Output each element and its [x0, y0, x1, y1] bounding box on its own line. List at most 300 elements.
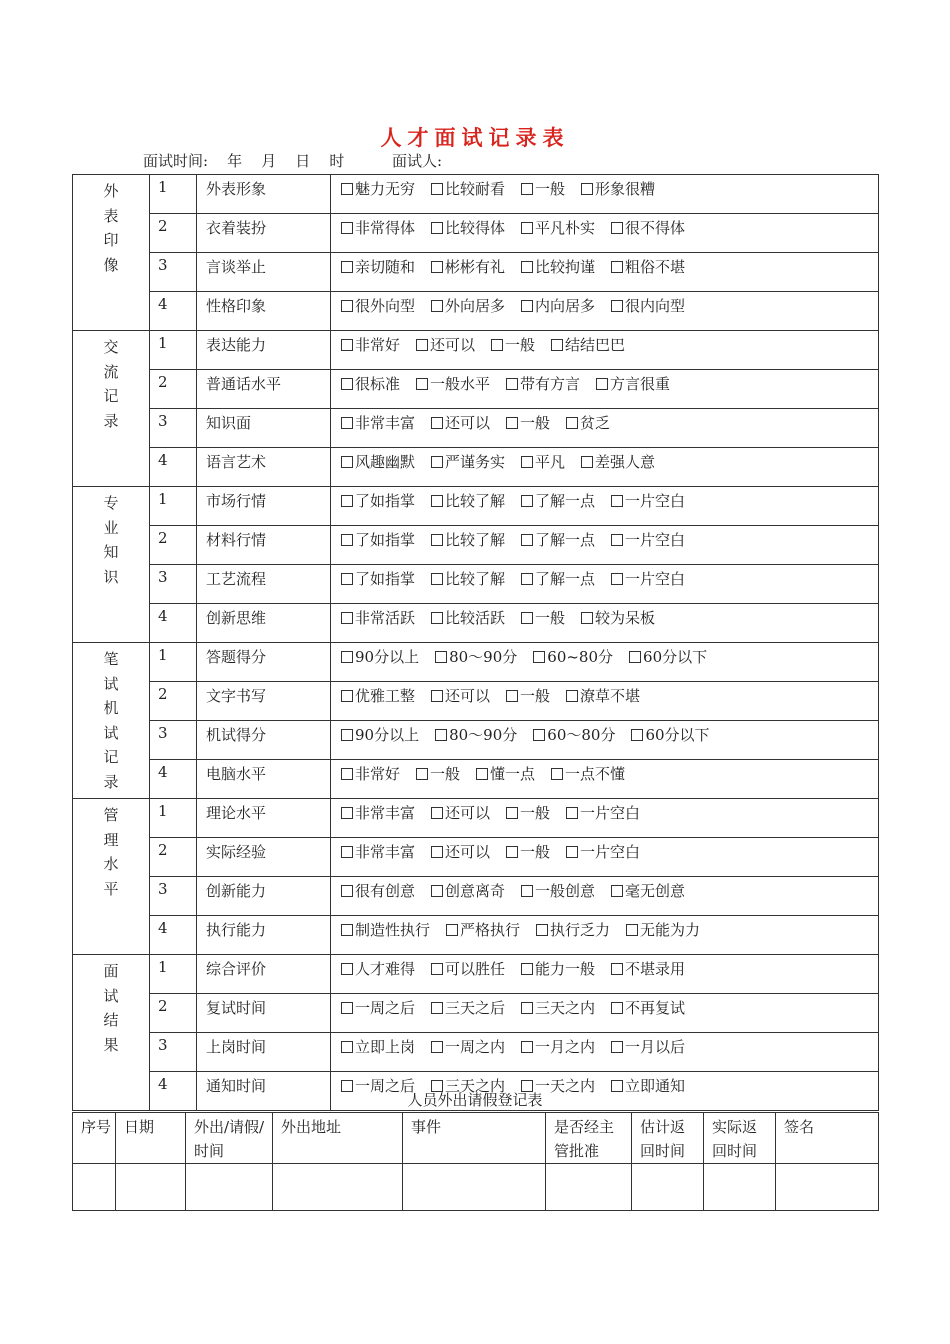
checkbox-icon[interactable]: [341, 651, 353, 663]
option[interactable]: [431, 178, 505, 199]
option[interactable]: [521, 451, 565, 472]
option-label: 一片空白: [625, 531, 686, 549]
option[interactable]: [431, 880, 505, 901]
option-label: 制造性执行: [355, 921, 431, 939]
options-cell: [331, 214, 879, 253]
option[interactable]: [431, 256, 505, 277]
section-label-char: 结: [103, 1011, 119, 1029]
checkbox-icon[interactable]: [521, 885, 533, 897]
checkbox-icon[interactable]: [341, 924, 353, 936]
checkbox-icon[interactable]: [341, 729, 353, 741]
option[interactable]: [506, 373, 580, 394]
checkbox-icon[interactable]: [341, 417, 353, 429]
checkbox-icon[interactable]: [631, 729, 643, 741]
option-label: 不再复试: [625, 999, 686, 1017]
option[interactable]: [611, 295, 685, 316]
option[interactable]: [431, 295, 505, 316]
checkbox-icon[interactable]: [435, 651, 447, 663]
record-row: [73, 292, 879, 331]
row-number: 1: [150, 643, 197, 682]
checkbox-icon[interactable]: [611, 885, 623, 897]
option-label: 很标准: [355, 375, 401, 393]
checkbox-icon[interactable]: [431, 183, 443, 195]
checkbox-icon[interactable]: [566, 846, 578, 858]
checkbox-icon[interactable]: [536, 924, 548, 936]
options-cell: [331, 253, 879, 292]
checkbox-icon[interactable]: [521, 222, 533, 234]
options-cell: [331, 1033, 879, 1072]
checkbox-icon[interactable]: [581, 456, 593, 468]
option[interactable]: [431, 841, 490, 862]
option-label: 可以胜任: [445, 960, 506, 978]
checkbox-icon[interactable]: [611, 495, 623, 507]
row-number: 2: [150, 214, 197, 253]
option[interactable]: [626, 919, 700, 940]
leave-header-cell: 日期: [116, 1113, 186, 1164]
option[interactable]: [341, 451, 415, 472]
option[interactable]: [341, 568, 415, 589]
checkbox-icon[interactable]: [431, 1041, 443, 1053]
checkbox-icon[interactable]: [341, 183, 353, 195]
checkbox-icon[interactable]: [431, 222, 443, 234]
option[interactable]: [533, 724, 615, 745]
option[interactable]: [341, 841, 415, 862]
option[interactable]: [416, 334, 475, 355]
option[interactable]: [521, 256, 595, 277]
checkbox-icon[interactable]: [611, 300, 623, 312]
option-label: 比较了解: [445, 531, 506, 549]
option-label: 了如指掌: [355, 492, 416, 510]
checkbox-icon[interactable]: [611, 573, 623, 585]
section-label: [73, 175, 150, 331]
checkbox-icon[interactable]: [431, 963, 443, 975]
leave-header-cell: 事件: [403, 1113, 546, 1164]
item-label: 衣着装扮: [197, 214, 331, 253]
checkbox-icon[interactable]: [431, 885, 443, 897]
options-cell: [331, 487, 879, 526]
option[interactable]: [611, 1036, 685, 1057]
option[interactable]: [341, 256, 415, 277]
option-label: 无能为力: [640, 921, 701, 939]
item-label: 实际经验: [197, 838, 331, 877]
checkbox-icon[interactable]: [611, 534, 623, 546]
option[interactable]: [431, 490, 505, 511]
checkbox-icon[interactable]: [431, 573, 443, 585]
option-label: 不堪录用: [625, 960, 686, 978]
record-row: [73, 526, 879, 565]
checkbox-icon[interactable]: [431, 261, 443, 273]
option-label: 一般: [520, 804, 551, 822]
checkbox-icon[interactable]: [611, 963, 623, 975]
row-number: 3: [150, 721, 197, 760]
option[interactable]: [506, 412, 550, 433]
option[interactable]: [416, 763, 460, 784]
option[interactable]: [611, 568, 685, 589]
option[interactable]: [341, 529, 415, 550]
option[interactable]: [521, 529, 595, 550]
option[interactable]: [551, 334, 625, 355]
leave-table-title: 人员外出请假登记表: [407, 1091, 543, 1109]
option-label: 立即上岗: [355, 1038, 416, 1056]
checkbox-icon[interactable]: [521, 1002, 533, 1014]
option[interactable]: [431, 568, 505, 589]
leave-cell[interactable]: [273, 1164, 403, 1211]
checkbox-icon[interactable]: [521, 261, 533, 273]
leave-cell[interactable]: [632, 1164, 704, 1211]
checkbox-icon[interactable]: [521, 1041, 533, 1053]
checkbox-icon[interactable]: [431, 456, 443, 468]
options-cell: [331, 604, 879, 643]
checkbox-icon[interactable]: [611, 222, 623, 234]
option-label: 一周之后: [355, 1077, 416, 1095]
option-label: 一般: [535, 180, 566, 198]
option[interactable]: [521, 1036, 595, 1057]
checkbox-icon[interactable]: [435, 729, 447, 741]
checkbox-icon[interactable]: [506, 846, 518, 858]
section-label-char: 像: [103, 255, 119, 274]
section-label-char: 专: [103, 494, 119, 512]
checkbox-icon[interactable]: [533, 651, 545, 663]
interview-meta: 面试时间: 年 月 日 时 面试人:: [143, 152, 443, 170]
option-label: 平凡朴实: [535, 219, 596, 237]
option-label: 内向居多: [535, 297, 596, 315]
option[interactable]: [341, 919, 430, 940]
option[interactable]: [435, 646, 517, 667]
option-label: 一天之内: [535, 1077, 596, 1095]
checkbox-icon[interactable]: [416, 768, 428, 780]
options-cell: [331, 877, 879, 916]
checkbox-icon[interactable]: [521, 456, 533, 468]
option[interactable]: [566, 412, 610, 433]
option[interactable]: [521, 997, 595, 1018]
option[interactable]: [491, 334, 535, 355]
leave-cell[interactable]: [776, 1164, 879, 1211]
option[interactable]: [611, 529, 685, 550]
leave-cell[interactable]: [403, 1164, 546, 1211]
option-label: 人才难得: [355, 960, 416, 978]
option[interactable]: [521, 178, 565, 199]
section-label-char: 管: [103, 806, 119, 824]
checkbox-icon[interactable]: [581, 183, 593, 195]
record-row: [73, 1033, 879, 1072]
record-row: [73, 331, 879, 370]
checkbox-icon[interactable]: [341, 495, 353, 507]
item-label: 外表形象: [197, 175, 331, 214]
row-number: 3: [150, 253, 197, 292]
option-label: 很有创意: [355, 882, 416, 900]
option[interactable]: [611, 490, 685, 511]
option[interactable]: [341, 412, 415, 433]
option-label: 粗俗不堪: [625, 258, 686, 276]
checkbox-icon[interactable]: [341, 1041, 353, 1053]
option[interactable]: [611, 217, 685, 238]
option[interactable]: [566, 802, 640, 823]
checkbox-icon[interactable]: [416, 378, 428, 390]
section-label-char: 试: [103, 674, 119, 693]
option[interactable]: [521, 958, 595, 979]
option-label: 比较得体: [445, 219, 506, 237]
option-label: 一周之后: [355, 999, 416, 1017]
record-row: [73, 682, 879, 721]
checkbox-icon[interactable]: [521, 495, 533, 507]
option[interactable]: [521, 295, 595, 316]
checkbox-icon[interactable]: [551, 768, 563, 780]
option[interactable]: [431, 607, 505, 628]
checkbox-icon[interactable]: [521, 573, 533, 585]
section-label-char: 记: [103, 387, 119, 405]
checkbox-icon[interactable]: [431, 300, 443, 312]
checkbox-icon[interactable]: [341, 456, 353, 468]
checkbox-icon[interactable]: [506, 417, 518, 429]
option-label: 能力一般: [535, 960, 596, 978]
checkbox-icon[interactable]: [341, 300, 353, 312]
section-label: [73, 643, 150, 799]
checkbox-icon[interactable]: [521, 963, 533, 975]
checkbox-icon[interactable]: [596, 378, 608, 390]
option[interactable]: [521, 880, 595, 901]
checkbox-icon[interactable]: [581, 612, 593, 624]
checkbox-icon[interactable]: [533, 729, 545, 741]
options-cell: [331, 682, 879, 721]
option[interactable]: [341, 490, 415, 511]
checkbox-icon[interactable]: [611, 261, 623, 273]
checkbox-icon[interactable]: [431, 807, 443, 819]
checkbox-icon[interactable]: [521, 183, 533, 195]
leave-empty-row: [73, 1164, 879, 1211]
row-number: 4: [150, 448, 197, 487]
checkbox-icon[interactable]: [341, 612, 353, 624]
option-label: 一片空白: [580, 843, 641, 861]
option-label: 风趣幽默: [355, 453, 416, 471]
option[interactable]: [506, 802, 550, 823]
option[interactable]: [506, 685, 550, 706]
record-row: [73, 643, 879, 682]
checkbox-icon[interactable]: [341, 339, 353, 351]
option-label: 懂一点: [490, 765, 536, 783]
option[interactable]: [536, 919, 610, 940]
checkbox-icon[interactable]: [431, 1002, 443, 1014]
checkbox-icon[interactable]: [431, 846, 443, 858]
option[interactable]: [629, 646, 707, 667]
option-label: 毫无创意: [625, 882, 686, 900]
leave-cell[interactable]: [546, 1164, 632, 1211]
option[interactable]: [521, 607, 565, 628]
option-label: 三天之内: [445, 1077, 506, 1095]
checkbox-icon[interactable]: [611, 1041, 623, 1053]
option[interactable]: [341, 334, 400, 355]
checkbox-icon[interactable]: [431, 612, 443, 624]
checkbox-icon[interactable]: [341, 222, 353, 234]
checkbox-icon[interactable]: [341, 534, 353, 546]
option[interactable]: [341, 724, 419, 745]
option[interactable]: [341, 373, 400, 394]
option-label: 比较活跃: [445, 609, 506, 627]
option-label: 平凡: [535, 453, 566, 471]
option[interactable]: [341, 1036, 415, 1057]
row-number: 2: [150, 370, 197, 409]
item-label: 答题得分: [197, 643, 331, 682]
option[interactable]: [533, 646, 613, 667]
option[interactable]: [596, 373, 670, 394]
option-label: 一片空白: [625, 570, 686, 588]
option[interactable]: [341, 880, 415, 901]
option[interactable]: [581, 178, 655, 199]
checkbox-icon[interactable]: [566, 690, 578, 702]
checkbox-icon[interactable]: [566, 417, 578, 429]
option-label: 非常好: [355, 336, 401, 354]
options-cell: [331, 565, 879, 604]
option-label: 带有方言: [520, 375, 581, 393]
checkbox-icon[interactable]: [566, 807, 578, 819]
option[interactable]: [341, 607, 415, 628]
item-label: 创新能力: [197, 877, 331, 916]
option-label: 一般创意: [535, 882, 596, 900]
checkbox-icon[interactable]: [629, 651, 641, 663]
row-number: 1: [150, 487, 197, 526]
option[interactable]: [431, 217, 505, 238]
section-label-char: 识: [103, 567, 119, 586]
checkbox-icon[interactable]: [521, 300, 533, 312]
option[interactable]: [431, 529, 505, 550]
row-number: 3: [150, 409, 197, 448]
row-number: 3: [150, 877, 197, 916]
checkbox-icon[interactable]: [341, 1002, 353, 1014]
record-row: [73, 604, 879, 643]
option[interactable]: [506, 841, 550, 862]
checkbox-icon[interactable]: [446, 924, 458, 936]
record-row: [73, 916, 879, 955]
section-label: [73, 955, 150, 1111]
checkbox-icon[interactable]: [521, 534, 533, 546]
checkbox-icon[interactable]: [551, 339, 563, 351]
option[interactable]: [341, 997, 415, 1018]
record-row: [73, 838, 879, 877]
option[interactable]: [341, 295, 415, 316]
page-title: 人才面试记录表: [380, 126, 570, 150]
option[interactable]: [566, 841, 640, 862]
options-cell: [331, 916, 879, 955]
option[interactable]: [446, 919, 520, 940]
checkbox-icon[interactable]: [431, 690, 443, 702]
row-number: 1: [150, 331, 197, 370]
option[interactable]: [431, 685, 490, 706]
row-number: 2: [150, 682, 197, 721]
checkbox-icon[interactable]: [341, 963, 353, 975]
option[interactable]: [341, 217, 415, 238]
checkbox-icon[interactable]: [341, 885, 353, 897]
leave-cell[interactable]: [186, 1164, 273, 1211]
option-label: 非常得体: [355, 219, 416, 237]
item-label: 语言艺术: [197, 448, 331, 487]
option-label: 60分以下: [643, 648, 708, 666]
row-number: 2: [150, 838, 197, 877]
checkbox-icon[interactable]: [506, 807, 518, 819]
option[interactable]: [476, 763, 535, 784]
checkbox-icon[interactable]: [431, 495, 443, 507]
checkbox-icon[interactable]: [476, 768, 488, 780]
row-number: 3: [150, 1033, 197, 1072]
option[interactable]: [611, 256, 685, 277]
checkbox-icon[interactable]: [506, 378, 518, 390]
row-number: 4: [150, 604, 197, 643]
leave-header-row: [73, 1113, 879, 1164]
option[interactable]: [521, 490, 595, 511]
option[interactable]: [611, 880, 685, 901]
checkbox-icon[interactable]: [506, 690, 518, 702]
option[interactable]: [341, 178, 415, 199]
option[interactable]: [611, 958, 685, 979]
option[interactable]: [431, 997, 505, 1018]
option[interactable]: [341, 958, 415, 979]
checkbox-icon[interactable]: [431, 417, 443, 429]
checkbox-icon[interactable]: [341, 846, 353, 858]
option[interactable]: [431, 451, 505, 472]
leave-cell[interactable]: [73, 1164, 116, 1211]
option[interactable]: [431, 1036, 505, 1057]
checkbox-icon[interactable]: [341, 807, 353, 819]
option[interactable]: [521, 217, 595, 238]
option[interactable]: [611, 997, 685, 1018]
item-label: 通知时间: [197, 1072, 331, 1111]
option-label: 还可以: [445, 414, 491, 432]
options-cell: [331, 292, 879, 331]
option[interactable]: [341, 763, 400, 784]
option-label: 非常丰富: [355, 414, 416, 432]
option[interactable]: [416, 373, 490, 394]
option[interactable]: [566, 685, 640, 706]
checkbox-icon[interactable]: [341, 690, 353, 702]
checkbox-icon[interactable]: [611, 1002, 623, 1014]
checkbox-icon[interactable]: [521, 612, 533, 624]
option-label: 潦草不堪: [580, 687, 641, 705]
section-label-char: 记: [103, 748, 119, 766]
options-cell: [331, 643, 879, 682]
checkbox-icon[interactable]: [626, 924, 638, 936]
option[interactable]: [431, 958, 505, 979]
option[interactable]: [581, 607, 655, 628]
checkbox-icon[interactable]: [341, 573, 353, 585]
option-label: 三天之后: [445, 999, 506, 1017]
option-label: 外向居多: [445, 297, 506, 315]
option[interactable]: [521, 568, 595, 589]
leave-cell[interactable]: [704, 1164, 776, 1211]
checkbox-icon[interactable]: [341, 768, 353, 780]
option[interactable]: [341, 646, 419, 667]
option[interactable]: [341, 802, 415, 823]
options-cell: [331, 370, 879, 409]
option-label: 了解一点: [535, 492, 596, 510]
checkbox-icon[interactable]: [341, 378, 353, 390]
checkbox-icon[interactable]: [491, 339, 503, 351]
option-label: 形象很糟: [595, 180, 656, 198]
checkbox-icon[interactable]: [431, 534, 443, 546]
leave-cell[interactable]: [116, 1164, 186, 1211]
checkbox-icon[interactable]: [416, 339, 428, 351]
option[interactable]: [431, 802, 490, 823]
option[interactable]: [431, 412, 490, 433]
option[interactable]: [341, 685, 415, 706]
option-label: 严格执行: [460, 921, 521, 939]
row-number: 3: [150, 565, 197, 604]
option[interactable]: [435, 724, 517, 745]
option-label: 一般: [535, 609, 566, 627]
option-label: 很不得体: [625, 219, 686, 237]
option[interactable]: [581, 451, 655, 472]
section-label-char: 试: [103, 986, 119, 1005]
option[interactable]: [631, 724, 709, 745]
checkbox-icon[interactable]: [341, 261, 353, 273]
option[interactable]: [551, 763, 625, 784]
